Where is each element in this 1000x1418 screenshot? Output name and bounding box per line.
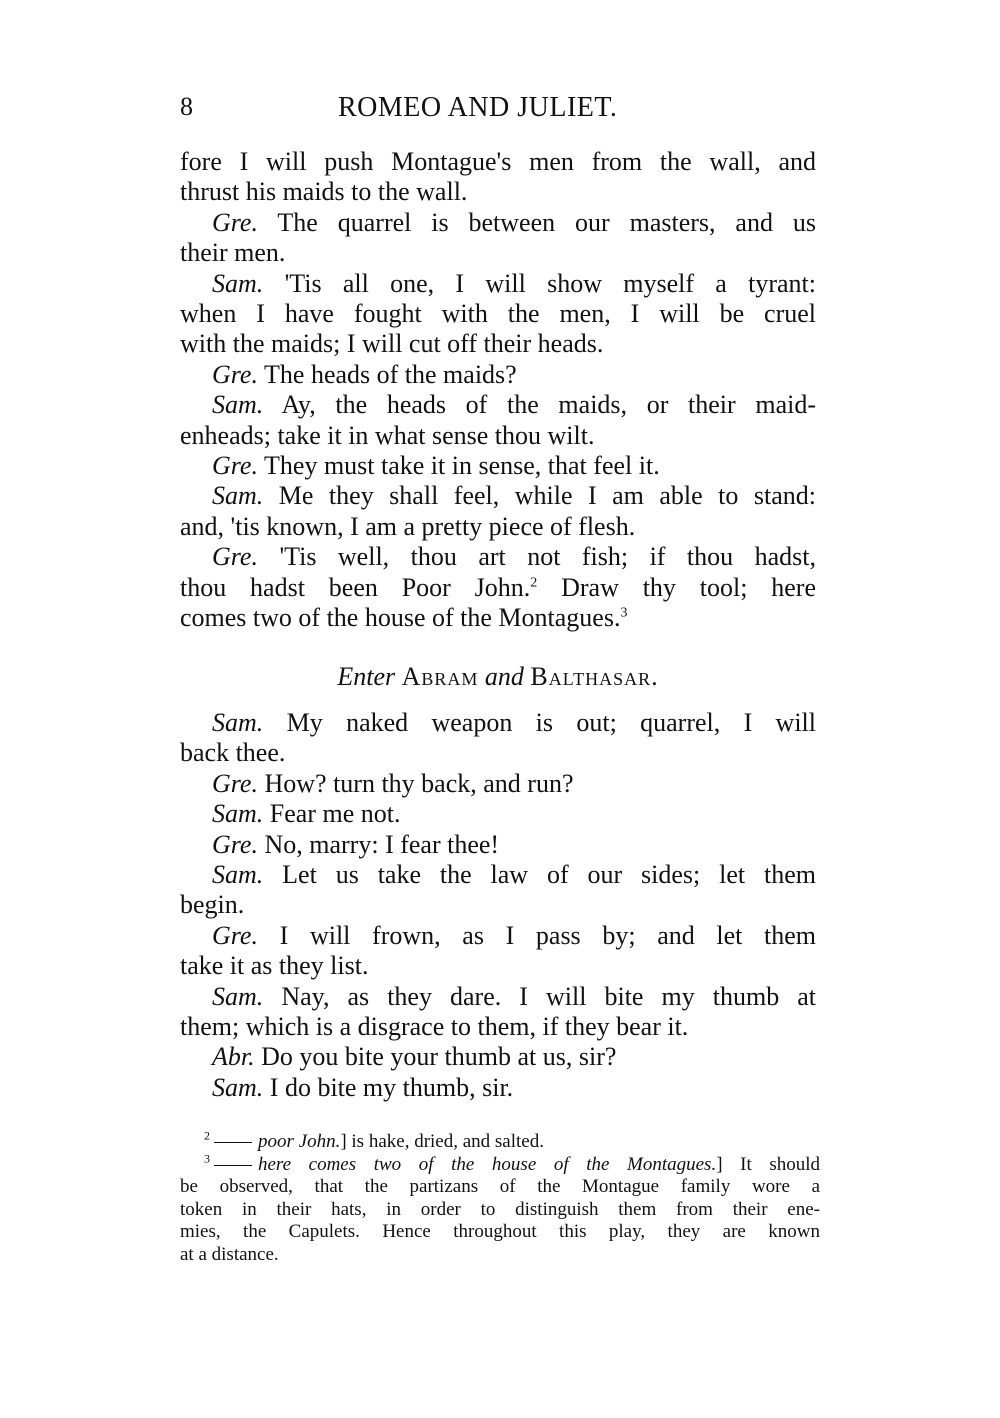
text-line: thrust his maids to the wall. <box>180 177 468 207</box>
speech-line <box>180 769 816 799</box>
speech-line <box>180 269 816 299</box>
speaker-name: Gre. <box>212 451 258 481</box>
footnote-lemma: poor John. <box>258 1131 341 1152</box>
speech-text: Me they shall feel, while I am able to stand: <box>278 481 817 511</box>
speech-line <box>180 542 816 572</box>
speech-text: My naked weapon is out; quarrel, I will <box>286 708 817 737</box>
stage-enter: Enter <box>337 662 396 691</box>
footnote-ref: 3 <box>620 605 628 621</box>
text-line: them; which is a disgrace to them, if they bear it. <box>180 1012 689 1042</box>
character-name: Abram <box>401 662 479 691</box>
speech-text: 'Tis all one, I will show myself a tyrant: <box>284 268 816 298</box>
text-line: begin. <box>180 890 245 920</box>
speech-text: The heads of the maids? <box>264 359 517 389</box>
speech-line <box>180 799 816 829</box>
text-line <box>180 603 816 633</box>
speaker-name: Gre. <box>212 920 258 950</box>
speaker-name: Gre. <box>212 829 258 859</box>
speech-line <box>180 360 816 390</box>
speaker-name: Abr. <box>212 1042 255 1072</box>
speech-text: Do you bite your thumb at us, sir? <box>261 1042 617 1072</box>
speech-line <box>180 1073 816 1103</box>
dialogue-block-1 <box>180 147 816 634</box>
footnote-line: be observed, that the partizans of the Montague family wore a <box>180 1176 820 1197</box>
speech-line <box>180 708 816 738</box>
speaker-name: Sam. <box>212 981 264 1011</box>
text-line: their men. <box>180 238 286 268</box>
speech-line <box>180 982 816 1012</box>
speech-line <box>180 451 816 481</box>
footnote-lemma: here comes two of the house of the Montagues. <box>258 1153 717 1175</box>
stage-and: and <box>484 662 524 691</box>
footnote-line: at a distance. <box>180 1243 279 1265</box>
text-line: with the maids; I will cut off their heads. <box>180 329 604 359</box>
speech-text: Ay, the heads of the maids, or their maid- <box>281 390 816 420</box>
speech-line <box>180 1042 816 1072</box>
speech-line <box>180 208 816 238</box>
speaker-name: Gre. <box>212 207 258 237</box>
speech-text: They must take it in sense, that feel it. <box>264 451 660 481</box>
speech-text: I do bite my thumb, sir. <box>269 1072 514 1102</box>
footnote-text: ] It should <box>716 1153 821 1175</box>
speaker-name: Sam. <box>212 860 264 890</box>
running-title: ROMEO AND JULIET. <box>338 92 618 123</box>
footnote-number: 2 <box>204 1128 210 1143</box>
text-line: take it as they list. <box>180 951 369 981</box>
speaker-name: Gre. <box>212 359 258 389</box>
speech-text: No, marry: I fear thee! <box>264 829 500 859</box>
text-line: and, 'tis known, I am a pretty piece of flesh. <box>180 511 636 541</box>
speaker-name: Sam. <box>212 268 264 298</box>
text-fragment: thou hadst been Poor John. <box>180 572 531 602</box>
speech-text: The quarrel is between our masters, and us <box>277 207 816 237</box>
text-fragment: Draw thy tool; here <box>537 572 816 602</box>
page-header <box>180 92 820 132</box>
text-fragment: comes two of the house of the Montagues. <box>180 603 621 633</box>
text-line: enheads; take it in what sense thou wilt. <box>180 420 595 450</box>
text-line: when I have fought with the men, I will be cruel <box>180 299 816 329</box>
footnote-dash <box>214 1142 252 1143</box>
footnote-line: token in their hats, in order to distinguish them from their ene- <box>180 1198 820 1220</box>
speaker-name: Gre. <box>212 542 258 572</box>
stage-direction <box>180 662 816 692</box>
footnote-dash <box>214 1165 252 1166</box>
speech-text: How? turn thy back, and run? <box>264 768 574 798</box>
speaker-name: Sam. <box>212 1072 264 1102</box>
speaker-name: Sam. <box>212 708 264 737</box>
speaker-name: Sam. <box>212 390 264 420</box>
footnote-text: ] is hake, dried, and salted. <box>340 1131 544 1152</box>
speech-text: Fear me not. <box>269 799 401 829</box>
speech-line <box>180 921 816 951</box>
speaker-name: Gre. <box>212 768 258 798</box>
speech-line <box>180 390 816 420</box>
page-number: 8 <box>180 92 193 121</box>
speaker-name: Sam. <box>212 799 264 829</box>
footnote-ref: 2 <box>530 575 538 591</box>
speech-text: 'Tis well, thou art not fish; if thou hadst, <box>279 542 816 572</box>
footnotes <box>180 1128 821 1266</box>
footnote-line: mies, the Capulets. Hence throughout this play, they are known <box>180 1221 820 1242</box>
text-line <box>180 573 816 603</box>
footnote-3 <box>180 1151 821 1177</box>
dialogue-block-2 <box>180 708 816 1103</box>
footnote-2 <box>180 1128 820 1154</box>
speech-text: Nay, as they dare. I will bite my thumb at <box>281 981 816 1011</box>
speech-line <box>180 830 816 860</box>
speech-text: I will frown, as I pass by; and let them <box>279 920 817 950</box>
text-line: back thee. <box>180 738 286 768</box>
speech-text: Let us take the law of our sides; let them <box>282 860 817 890</box>
speaker-name: Sam. <box>212 481 264 511</box>
text-line: fore I will push Montague's men from the wall, and <box>180 147 816 176</box>
character-name: Balthasar. <box>530 662 659 691</box>
speech-line <box>180 860 816 890</box>
speech-line <box>180 481 816 511</box>
footnote-number: 3 <box>204 1151 210 1166</box>
